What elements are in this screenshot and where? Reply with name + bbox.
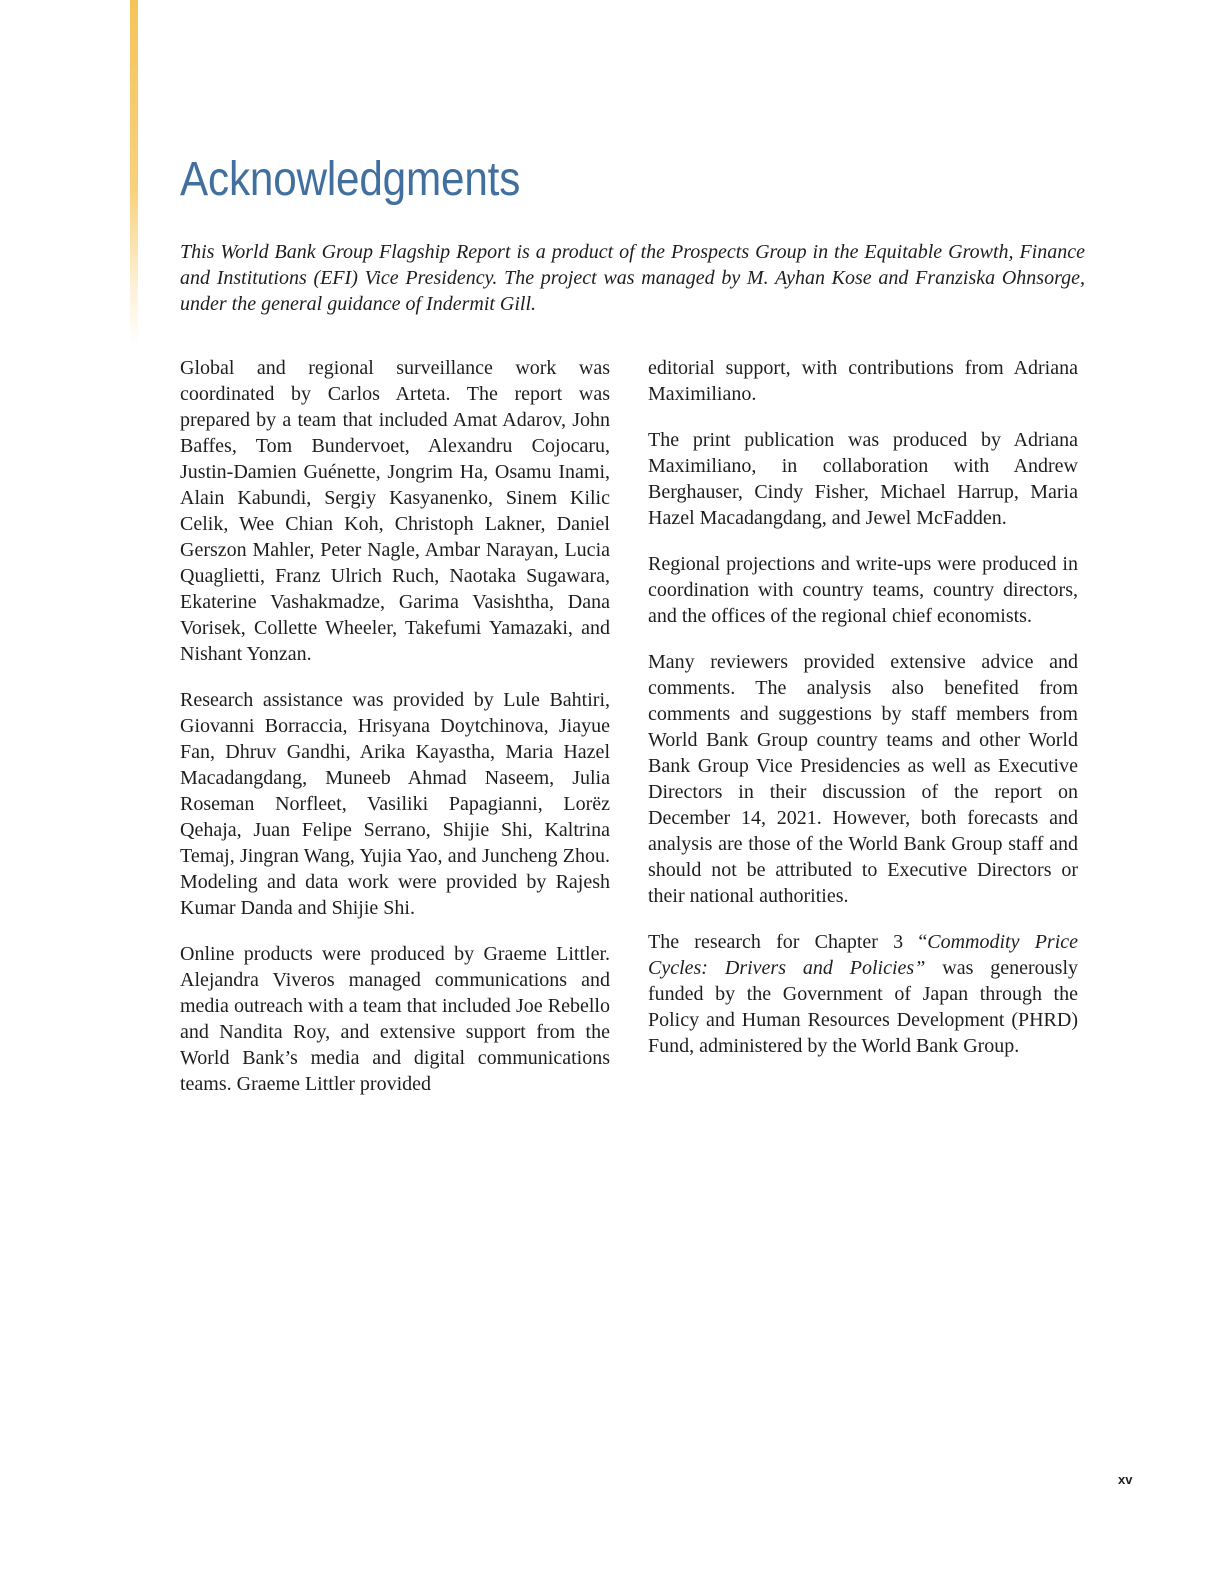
paragraph-reviewers: Many reviewers provided extensive advice and comments. The analysis also benefited from comments and suggestions by staff members from World Bank Group country teams and other World Bank Group Vice Presidencies as well as Executive Directors in their discussion of the report on December 14, 2021. However, both forecasts and analysis are those of the World Bank Group staff and should not be attributed to Executive Directors or their national authorities. [648, 651, 1078, 907]
page-number: xv [1118, 1472, 1133, 1487]
paragraph-editorial-support: editorial support, with contributions from Adriana Maximiliano. [648, 357, 1078, 405]
paragraph-surveillance-team: Global and regional surveillance work was coordinated by Carlos Arteta. The report was prepared by a team that included Amat Adarov, John Baffes, Tom Bundervoet, Alexandru Cojocaru, Justin-Damien Guénette, Jongrim Ha, Osamu Inami, Alain Kabundi, Sergiy Kasyanenko, Sinem Kilic Celik, Wee Chian Koh, Christoph Lakner, Daniel Gerszon Mahler, Peter Nagle, Ambar Narayan, Lucia Quaglietti, Franz Ulrich Ruch, Naotaka Sugawara, Ekaterine Vashakmadze, Garima Vasishtha, Dana Vorisek, Collette Wheeler, Takefumi Yamazaki, and Nishant Yonzan. [180, 357, 610, 665]
intro-paragraph: This World Bank Group Flagship Report is a product of the Prospects Group in the Equitable Growth, Finance and Institutions (EFI) Vice Presidency. The project was managed by M. Ayhan Kose and Franziska Ohnsorge, under the general guidance of Indermit Gill. [180, 241, 1085, 315]
right-column [648, 355, 1078, 1079]
paragraph-research-funding [648, 929, 1078, 1059]
paragraph-online-products: Online products were produced by Graeme Littler. Alejandra Viveros managed communications and media outreach with a team that included Joe Rebello and Nandita Roy, and extensive support from the World Bank’s media and digital communications teams. Graeme Littler provided [180, 943, 610, 1095]
page-title: Acknowledgments [180, 153, 521, 206]
decorative-accent-bar [130, 0, 138, 345]
funding-text-start: The research for Chapter 3 “ [648, 931, 928, 953]
left-column [180, 355, 610, 1117]
chapter-title-italic: Commodity Price Cycles: Drivers and Policies” [648, 931, 1079, 979]
paragraph-print-publication: The print publication was produced by Adriana Maximiliano, in collaboration with Andrew Berghauser, Cindy Fisher, Michael Harrup, Maria Hazel Macadangdang, and Jewel McFadden. [648, 429, 1078, 529]
funding-text-end: was generously funded by the Government of Japan through the Policy and Human Resources Development (PHRD) Fund, administered by the World Bank Group. [648, 957, 1079, 1057]
paragraph-research-assistance: Research assistance was provided by Lule Bahtiri, Giovanni Borraccia, Hrisyana Doytchinova, Jiayue Fan, Dhruv Gandhi, Arika Kayastha, Maria Hazel Macadangdang, Muneeb Ahmad Naseem, Julia Roseman Norfleet, Vasiliki Papagianni, Lorëz Qehaja, Juan Felipe Serrano, Shijie Shi, Kaltrina Temaj, Jingran Wang, Yujia Yao, and Juncheng Zhou. Modeling and data work were provided by Rajesh Kumar Danda and Shijie Shi. [180, 689, 610, 919]
paragraph-regional-projections: Regional projections and write-ups were produced in coordination with country teams, country directors, and the offices of the regional chief economists. [648, 553, 1078, 627]
